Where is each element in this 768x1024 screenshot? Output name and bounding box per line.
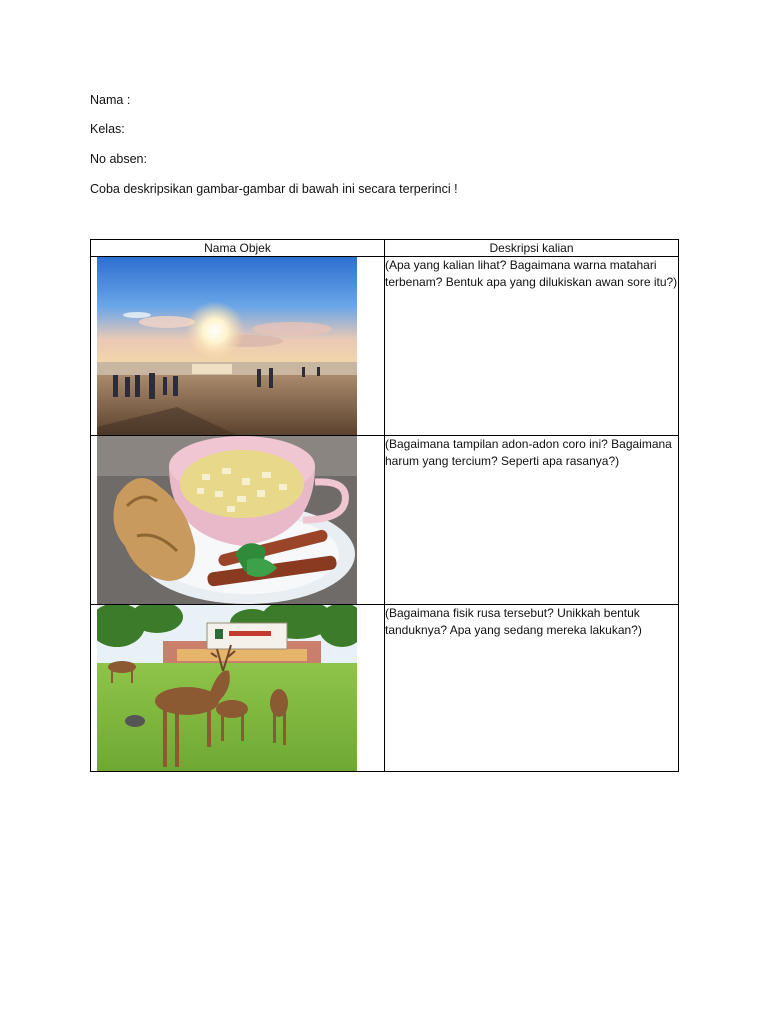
name-label: Nama : xyxy=(90,93,131,107)
class-label: Kelas: xyxy=(90,122,125,136)
beach-sunset-photo xyxy=(97,257,357,435)
image-cell xyxy=(91,257,385,436)
header-description: Deskripsi kalian xyxy=(385,240,679,257)
description-table xyxy=(90,239,679,772)
description-cell[interactable]: (Apa yang kalian lihat? Bagaimana warna matahari terbenam? Bentuk apa yang dilukiskan awan sore itu?) xyxy=(385,257,679,436)
instruction-text: Coba deskripsikan gambar-gambar di bawah ini secara terperinci ! xyxy=(90,182,458,196)
table-row xyxy=(91,605,679,772)
image-cell xyxy=(91,605,385,772)
description-cell[interactable]: (Bagaimana tampilan adon-adon coro ini? Bagaimana harum yang tercium? Seperti apa rasanya?) xyxy=(385,436,679,605)
deer-park-photo xyxy=(97,605,357,771)
table-row xyxy=(91,436,679,605)
absence-number-label: No absen: xyxy=(90,152,147,166)
description-cell[interactable]: (Bagaimana fisik rusa tersebut? Unikkah bentuk tanduknya? Apa yang sedang mereka lakukan?) xyxy=(385,605,679,772)
header-object-name: Nama Objek xyxy=(91,240,385,257)
table-row xyxy=(91,257,679,436)
image-cell xyxy=(91,436,385,605)
ginger-drink-photo xyxy=(97,436,357,604)
